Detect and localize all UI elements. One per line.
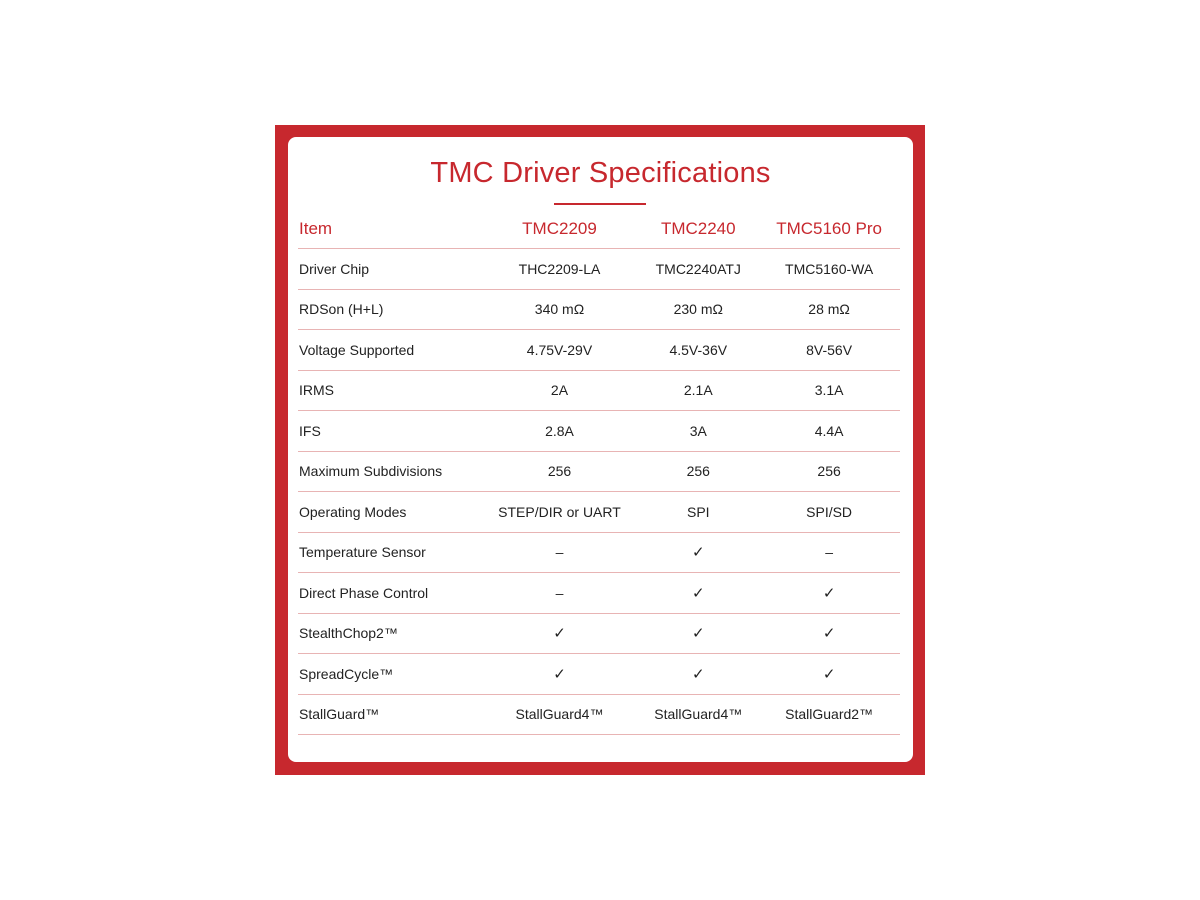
cell-value: 256: [638, 451, 758, 492]
cell-value: 2.8A: [481, 411, 639, 452]
cell-value: STEP/DIR or UART: [481, 492, 639, 533]
cell-value: THC2209-LA: [481, 249, 639, 290]
table-row: [298, 654, 900, 695]
row-label: Temperature Sensor: [298, 532, 481, 573]
table-header-row: [298, 209, 900, 249]
cell-value: 4.75V-29V: [481, 330, 639, 371]
table-row: [298, 330, 900, 371]
cell-value: TMC5160-WA: [758, 249, 900, 290]
cell-value: 3A: [638, 411, 758, 452]
cell-value: 256: [758, 451, 900, 492]
row-label: Maximum Subdivisions: [298, 451, 481, 492]
header-tmc5160-pro: TMC5160 Pro: [758, 209, 900, 249]
cell-value: 4.5V-36V: [638, 330, 758, 371]
dash-mark: –: [758, 532, 900, 573]
table-row: [298, 451, 900, 492]
spec-table: [298, 209, 900, 735]
table-row: [298, 694, 900, 735]
row-label: IRMS: [298, 370, 481, 411]
cell-value: 340 mΩ: [481, 289, 639, 330]
table-row: [298, 289, 900, 330]
cell-value: SPI/SD: [758, 492, 900, 533]
table-row: [298, 411, 900, 452]
header-item: Item: [298, 209, 481, 249]
cell-value: StallGuard4™: [481, 694, 639, 735]
check-icon: ✓: [638, 573, 758, 614]
dash-mark: –: [481, 532, 639, 573]
cell-value: StallGuard4™: [638, 694, 758, 735]
table-row: [298, 370, 900, 411]
row-label: StallGuard™: [298, 694, 481, 735]
title-underline: [554, 203, 646, 205]
cell-value: 28 mΩ: [758, 289, 900, 330]
row-label: Voltage Supported: [298, 330, 481, 371]
check-icon: ✓: [638, 613, 758, 654]
row-label: Operating Modes: [298, 492, 481, 533]
cell-value: StallGuard2™: [758, 694, 900, 735]
table-row: [298, 613, 900, 654]
spec-card-frame: [275, 125, 925, 775]
table-row: [298, 492, 900, 533]
row-label: Driver Chip: [298, 249, 481, 290]
cell-value: 2.1A: [638, 370, 758, 411]
header-tmc2209: TMC2209: [481, 209, 639, 249]
check-icon: ✓: [481, 613, 639, 654]
dash-mark: –: [481, 573, 639, 614]
cell-value: 256: [481, 451, 639, 492]
cell-value: 8V-56V: [758, 330, 900, 371]
table-row: [298, 532, 900, 573]
check-icon: ✓: [638, 532, 758, 573]
spec-card: [288, 137, 913, 762]
header-tmc2240: TMC2240: [638, 209, 758, 249]
cell-value: TMC2240ATJ: [638, 249, 758, 290]
page-title: TMC Driver Specifications: [430, 157, 771, 189]
row-label: IFS: [298, 411, 481, 452]
cell-value: 3.1A: [758, 370, 900, 411]
cell-value: SPI: [638, 492, 758, 533]
row-label: StealthChop2™: [298, 613, 481, 654]
check-icon: ✓: [638, 654, 758, 695]
row-label: Direct Phase Control: [298, 573, 481, 614]
check-icon: ✓: [481, 654, 639, 695]
cell-value: 230 mΩ: [638, 289, 758, 330]
table-row: [298, 249, 900, 290]
cell-value: 2A: [481, 370, 639, 411]
check-icon: ✓: [758, 613, 900, 654]
check-icon: ✓: [758, 573, 900, 614]
table-row: [298, 573, 900, 614]
row-label: RDSon (H+L): [298, 289, 481, 330]
check-icon: ✓: [758, 654, 900, 695]
row-label: SpreadCycle™: [298, 654, 481, 695]
cell-value: 4.4A: [758, 411, 900, 452]
